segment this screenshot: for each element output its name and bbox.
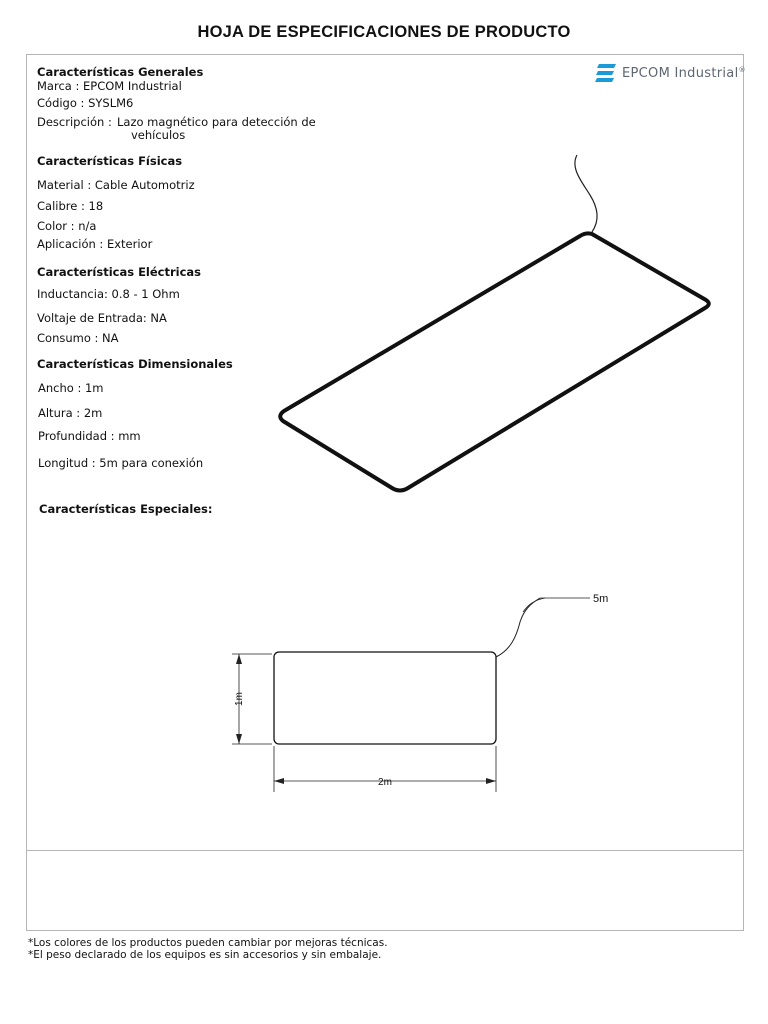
application-value: Aplicación : Exterior — [37, 237, 153, 251]
top-view-drawing — [232, 593, 608, 792]
page-title: HOJA DE ESPECIFICACIONES DE PRODUCTO — [197, 23, 571, 41]
note-colors: *Los colores de los productos pueden cambiar por mejoras técnicas. — [28, 937, 388, 949]
inductance-value: Inductancia: 0.8 - 1 Ohm — [37, 287, 180, 301]
length-value: Longitud : 5m para conexión — [38, 456, 204, 470]
voltage-value: Voltaje de Entrada: NA — [37, 311, 167, 325]
consumption-value: Consumo : NA — [37, 331, 119, 345]
top-view-cable — [496, 598, 540, 657]
description-line-1: Lazo magnético para detección de — [117, 115, 316, 129]
electrical-heading: Características Eléctricas — [37, 265, 202, 279]
note-weight: *El peso declarado de los equipos es sin accesorios y sin embalaje. — [28, 949, 382, 961]
physical-heading: Características Físicas — [37, 154, 183, 168]
isometric-loop-outline — [280, 233, 709, 490]
color-value: Color : n/a — [37, 219, 97, 233]
width-dimension-label: 2m — [378, 777, 392, 788]
logo-reg-mark: ® — [738, 65, 746, 74]
gauge-value: Calibre : 18 — [37, 199, 104, 213]
height-dimension-label: 1m — [234, 692, 245, 706]
description-line-2: vehículos — [131, 128, 186, 142]
material-value: Material : Cable Automotriz — [37, 178, 195, 192]
width-value: Ancho : 1m — [38, 381, 104, 395]
top-view-loop — [274, 652, 496, 744]
height-value: Altura : 2m — [38, 406, 103, 420]
depth-value: Profundidad : mm — [38, 429, 141, 443]
isometric-loop-cable — [575, 155, 597, 232]
cable-length-label: 5m — [593, 593, 609, 605]
code-value: Código : SYSLM6 — [37, 96, 134, 110]
logo-text: EPCOM Industrial — [622, 65, 739, 81]
special-heading: Características Especiales: — [39, 502, 213, 516]
general-heading: Características Generales — [37, 65, 204, 79]
brand-value: Marca : EPCOM Industrial — [37, 79, 182, 93]
description-label: Descripción : — [37, 115, 112, 129]
isometric-loop-drawing — [280, 155, 709, 491]
dimensional-heading: Características Dimensionales — [37, 357, 233, 371]
